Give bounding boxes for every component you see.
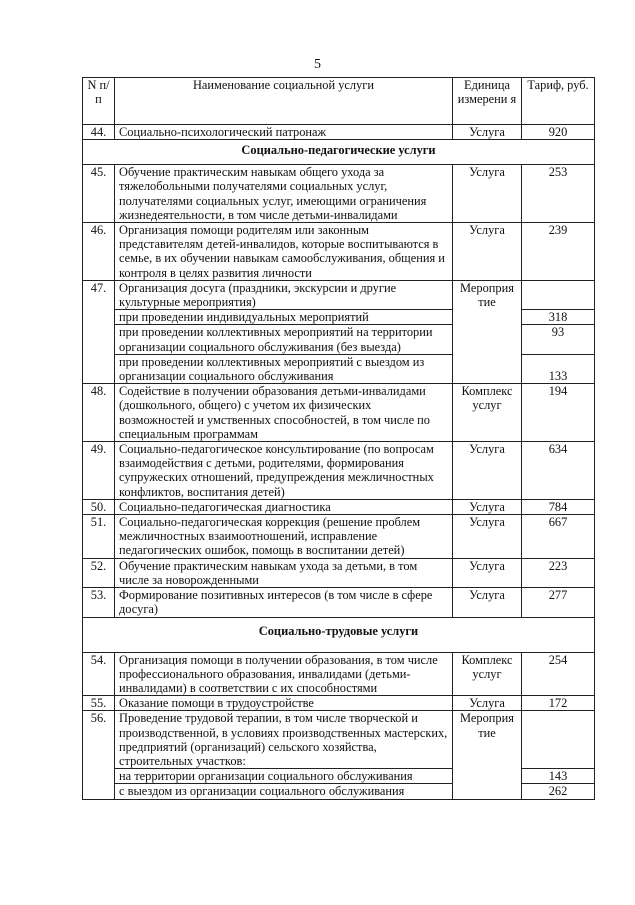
table-row xyxy=(83,442,595,500)
service-name: Организация помощи в получении образования, в том числе профессионального образования, инвалидами (детьми-инвалидами) в соответствии с их способностями xyxy=(115,652,453,696)
service-name: Социально-педагогическое консультирование (по вопросам взаимодействия с детьми, родителями, формирования супружеских отношений, предупреждения межличностных конфликтов, воспитания детей) xyxy=(115,442,453,500)
page-number: 5 xyxy=(314,57,321,72)
table-row xyxy=(83,125,595,140)
section-title-pedagogical: Социально-педагогические услуги xyxy=(83,140,595,165)
row-number: 53. xyxy=(83,588,115,617)
unit: Услуга xyxy=(453,165,522,223)
service-subitem-name: на территории организации социального обслуживания xyxy=(115,769,453,784)
service-name: Проведение трудовой терапии, в том числе творческой и производственной, в условиях производственных мастерских, предприятий (организаций) сельского хозяйства, строительных участков: xyxy=(115,711,453,769)
table-row xyxy=(83,558,595,587)
service-name: Социально-педагогическая коррекция (решение проблем межличностных взаимоотношений, исправление педагогических ошибок, помощь в воспитании детей) xyxy=(115,515,453,559)
service-subitem-name: при проведении коллективных мероприятий на территории организации социального обслуживания (без выезда) xyxy=(115,325,453,354)
tariff: 194 xyxy=(522,384,595,442)
tariff: 277 xyxy=(522,588,595,617)
service-name: Содействие в получении образования детьми-инвалидами (дошкольного, общего) с учетом их физических возможностей и умственных способностей, в том числе по специальным программам xyxy=(115,384,453,442)
unit: Услуга xyxy=(453,558,522,587)
tariff-empty xyxy=(522,711,595,769)
table-row xyxy=(83,652,595,696)
unit: Комплекс услуг xyxy=(453,652,522,696)
unit: Услуга xyxy=(453,125,522,140)
tariff: 223 xyxy=(522,558,595,587)
table-row xyxy=(83,165,595,223)
row-number: 47. xyxy=(83,280,115,383)
tariff: 133 xyxy=(522,354,595,383)
row-number: 50. xyxy=(83,499,115,514)
tariff: 634 xyxy=(522,442,595,500)
tariff: 784 xyxy=(522,499,595,514)
tariff: 172 xyxy=(522,696,595,711)
table-row xyxy=(83,696,595,711)
tariff: 143 xyxy=(522,769,595,784)
tariff: 318 xyxy=(522,310,595,325)
unit: Услуга xyxy=(453,696,522,711)
service-name: Организация досуга (праздники, экскурсии и другие культурные мероприятия) xyxy=(115,280,453,309)
unit: Мероприя тие xyxy=(453,711,522,799)
row-number: 44. xyxy=(83,125,115,140)
table-row xyxy=(83,384,595,442)
row-number: 54. xyxy=(83,652,115,696)
row-number: 45. xyxy=(83,165,115,223)
header-tariff: Тариф, руб. xyxy=(522,78,595,125)
service-name: Организация помощи родителям или законным представителям детей-инвалидов, которые воспитываются в семье, в их обучении навыкам самообслуживания, общения и контроля в целях развития личности xyxy=(115,223,453,281)
table-row xyxy=(83,711,595,769)
row-number: 49. xyxy=(83,442,115,500)
service-subitem-name: с выездом из организации социального обслуживания xyxy=(115,784,453,799)
unit: Услуга xyxy=(453,442,522,500)
service-name: Оказание помощи в трудоустройстве xyxy=(115,696,453,711)
social-services-tariff-table xyxy=(82,77,595,800)
service-subitem-name: при проведении коллективных мероприятий с выездом из организации социального обслуживания xyxy=(115,354,453,383)
tariff: 262 xyxy=(522,784,595,799)
service-name: Социально-психологический патронаж xyxy=(115,125,453,140)
table-header-row xyxy=(83,78,595,125)
tariff: 667 xyxy=(522,515,595,559)
row-number: 51. xyxy=(83,515,115,559)
table-row xyxy=(83,223,595,281)
section-title-labor: Социально-трудовые услуги xyxy=(83,617,595,652)
unit: Услуга xyxy=(453,515,522,559)
table-row xyxy=(83,515,595,559)
unit: Услуга xyxy=(453,588,522,617)
row-number: 48. xyxy=(83,384,115,442)
section-row xyxy=(83,140,595,165)
tariff-empty xyxy=(522,280,595,309)
tariff: 920 xyxy=(522,125,595,140)
tariff: 254 xyxy=(522,652,595,696)
tariff: 93 xyxy=(522,325,595,354)
service-subitem-name: при проведении индивидуальных мероприятий xyxy=(115,310,453,325)
tariff: 239 xyxy=(522,223,595,281)
unit: Услуга xyxy=(453,223,522,281)
row-number: 55. xyxy=(83,696,115,711)
tariff: 253 xyxy=(522,165,595,223)
service-name: Формирование позитивных интересов (в том числе в сфере досуга) xyxy=(115,588,453,617)
row-number: 56. xyxy=(83,711,115,799)
unit: Комплекс услуг xyxy=(453,384,522,442)
service-name: Обучение практическим навыкам ухода за детьми, в том числе за новорожденными xyxy=(115,558,453,587)
section-row xyxy=(83,617,595,652)
service-name: Обучение практическим навыкам общего ухода за тяжелобольными получателями социальных услуг, получателями социальных услуг, имеющими ограничения жизнедеятельности, в том числе детьми-инвалидами xyxy=(115,165,453,223)
table-row xyxy=(83,280,595,309)
row-number: 52. xyxy=(83,558,115,587)
unit: Мероприя тие xyxy=(453,280,522,383)
header-service-name: Наименование социальной услуги xyxy=(115,78,453,125)
table-row xyxy=(83,499,595,514)
table-row xyxy=(83,588,595,617)
header-number: N п/п xyxy=(83,78,115,125)
header-unit: Единица измерени я xyxy=(453,78,522,125)
row-number: 46. xyxy=(83,223,115,281)
unit: Услуга xyxy=(453,499,522,514)
service-name: Социально-педагогическая диагностика xyxy=(115,499,453,514)
